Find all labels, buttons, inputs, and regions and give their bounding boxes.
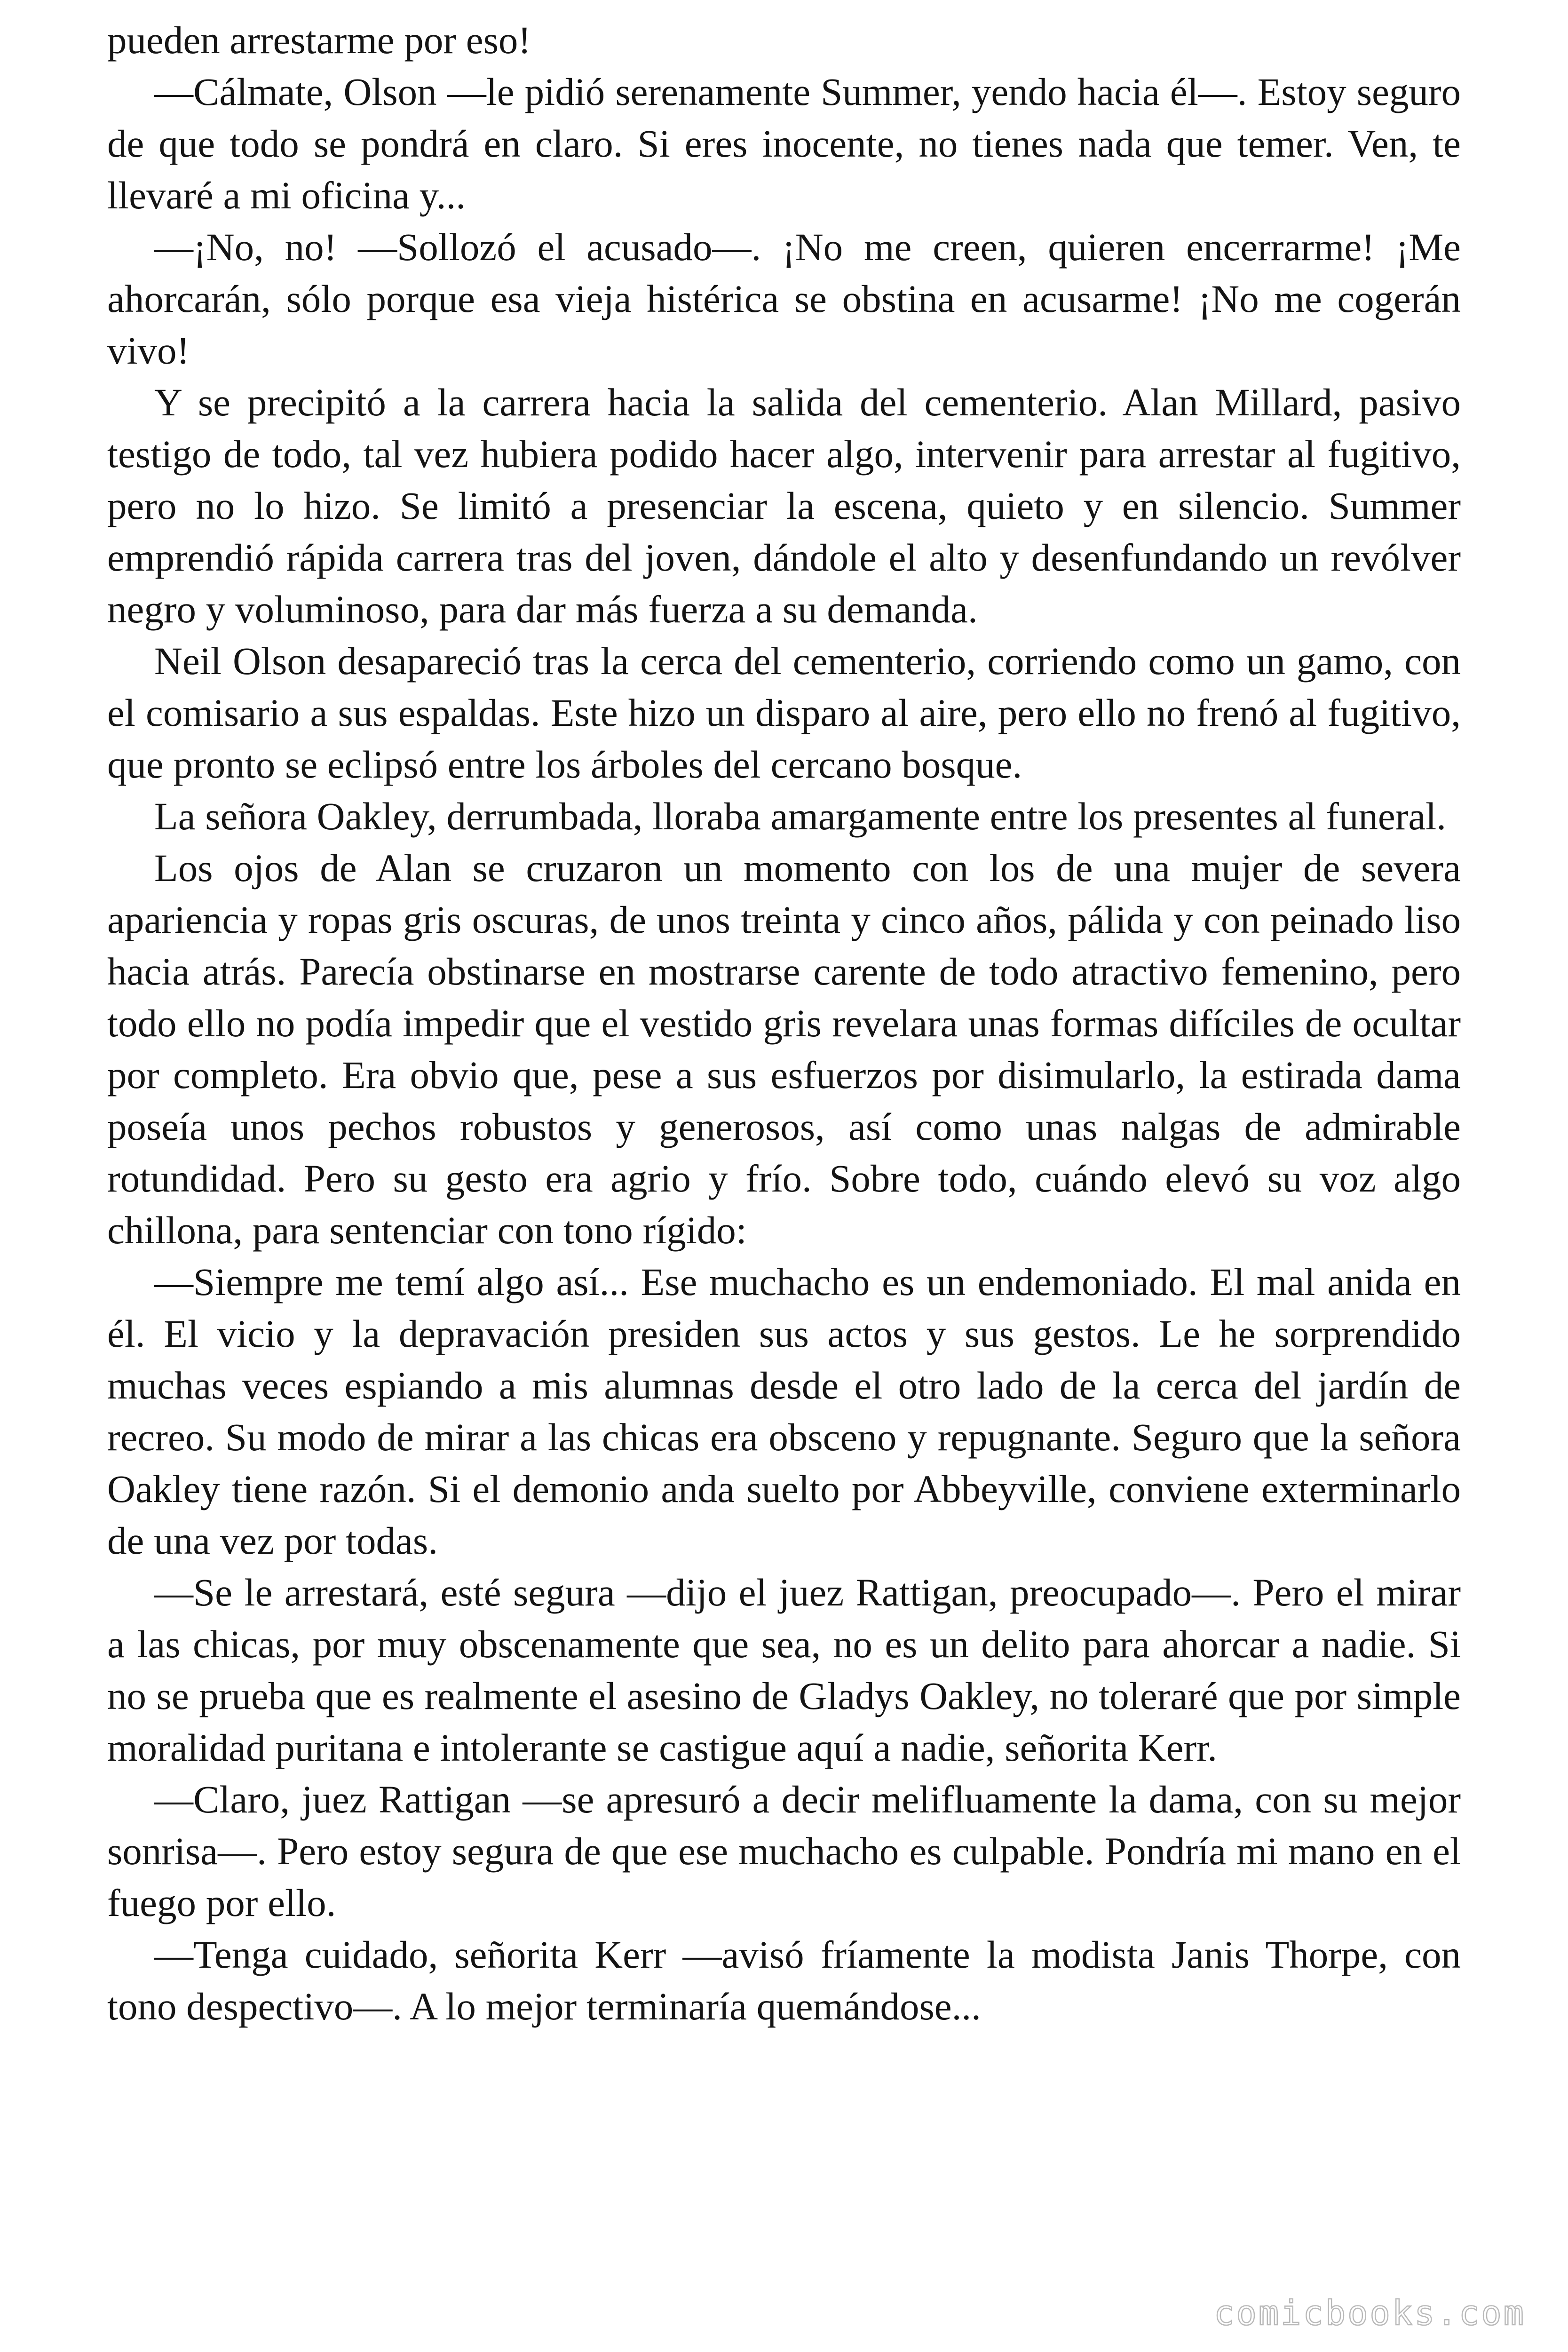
paragraph: —Claro, juez Rattigan —se apresuró a decir melifluamente la dama, con su mejor sonrisa—. Pero estoy segura de que ese muchacho es culpable. Pondría mi mano en el fuego por ello.: [107, 1778, 1461, 1924]
paragraph: —Cálmate, Olson —le pidió serenamente Summer, yendo hacia él—. Estoy seguro de que todo se pondrá en claro. Si eres inocente, no tienes nada que temer. Ven, te llevaré a mi oficina y...: [107, 70, 1461, 217]
paragraph: —¡No, no! —Sollozó el acusado—. ¡No me creen, quieren encerrarme! ¡Me ahorcarán, sólo porque esa vieja histérica se obstina en acusarme! ¡No me cogerán vivo!: [107, 225, 1461, 372]
paragraph: —Tenga cuidado, señorita Kerr —avisó fríamente la modista Janis Thorpe, con tono despectivo—. A lo mejor terminaría quemándose...: [107, 1933, 1461, 2028]
paragraph: La señora Oakley, derrumbada, lloraba amargamente entre los presentes al funeral.: [154, 795, 1446, 838]
paragraph: Neil Olson desapareció tras la cerca del cementerio, corriendo como un gamo, con el comisario a sus espaldas. Este hizo un disparo al aire, pero ello no frenó al fugitivo, que pronto se eclipsó entre los árboles del cercano bosque.: [107, 639, 1461, 786]
paragraph: Los ojos de Alan se cruzaron un momento con los de una mujer de severa apariencia y ropas gris oscuras, de unos treinta y cinco años, pálida y con peinado liso hacia atrás. Parecía obstinarse en mostrarse carente de todo atractivo femenino, pero todo ello no podía impedir que el vestido gris revelara unas formas difíciles de ocultar por completo. Era obvio que, pese a sus esfuerzos por disimularlo, la estirada dama poseía unos pechos robustos y generosos, así como unas nalgas de admirable rotundidad. Pero su gesto era agrio y frío. Sobre todo, cuándo elevó su voz algo chillona, para sentenciar con tono rígido:: [107, 846, 1461, 1252]
paragraph: Y se precipitó a la carrera hacia la salida del cementerio. Alan Millard, pasivo testigo de todo, tal vez hubiera podido hacer algo, intervenir para arrestar al fugitivo, pero no lo hizo. Se limitó a presenciar la escena, quieto y en silencio. Summer emprendió rápida carrera tras del joven, dándole el alto y desenfundando un revólver negro y voluminoso, para dar más fuerza a su demanda.: [107, 381, 1461, 631]
watermark: comicbooks.com: [1214, 2293, 1526, 2333]
paragraph: —Se le arrestará, esté segura —dijo el juez Rattigan, preocupado—. Pero el mirar a las chicas, por muy obscenamente que sea, no es un delito para ahorcar a nadie. Si no se prueba que es realmente el asesino de Gladys Oakley, no toleraré que por simple moralidad puritana e intolerante se castigue aquí a nadie, señorita Kerr.: [107, 1571, 1461, 1769]
page-body-text: [107, 14, 1461, 2032]
paragraph-continuation: pueden arrestarme por eso!: [107, 18, 531, 62]
paragraph: —Siempre me temí algo así... Ese muchacho es un endemoniado. El mal anida en él. El vicio y la depravación presiden sus actos y sus gestos. Le he sorprendido muchas veces espiando a mis alumnas desde el otro lado de la cerca del jardín de recreo. Su modo de mirar a las chicas era obsceno y repugnante. Seguro que la señora Oakley tiene razón. Si el demonio anda suelto por Abbeyville, conviene exterminarlo de una vez por todas.: [107, 1260, 1461, 1562]
